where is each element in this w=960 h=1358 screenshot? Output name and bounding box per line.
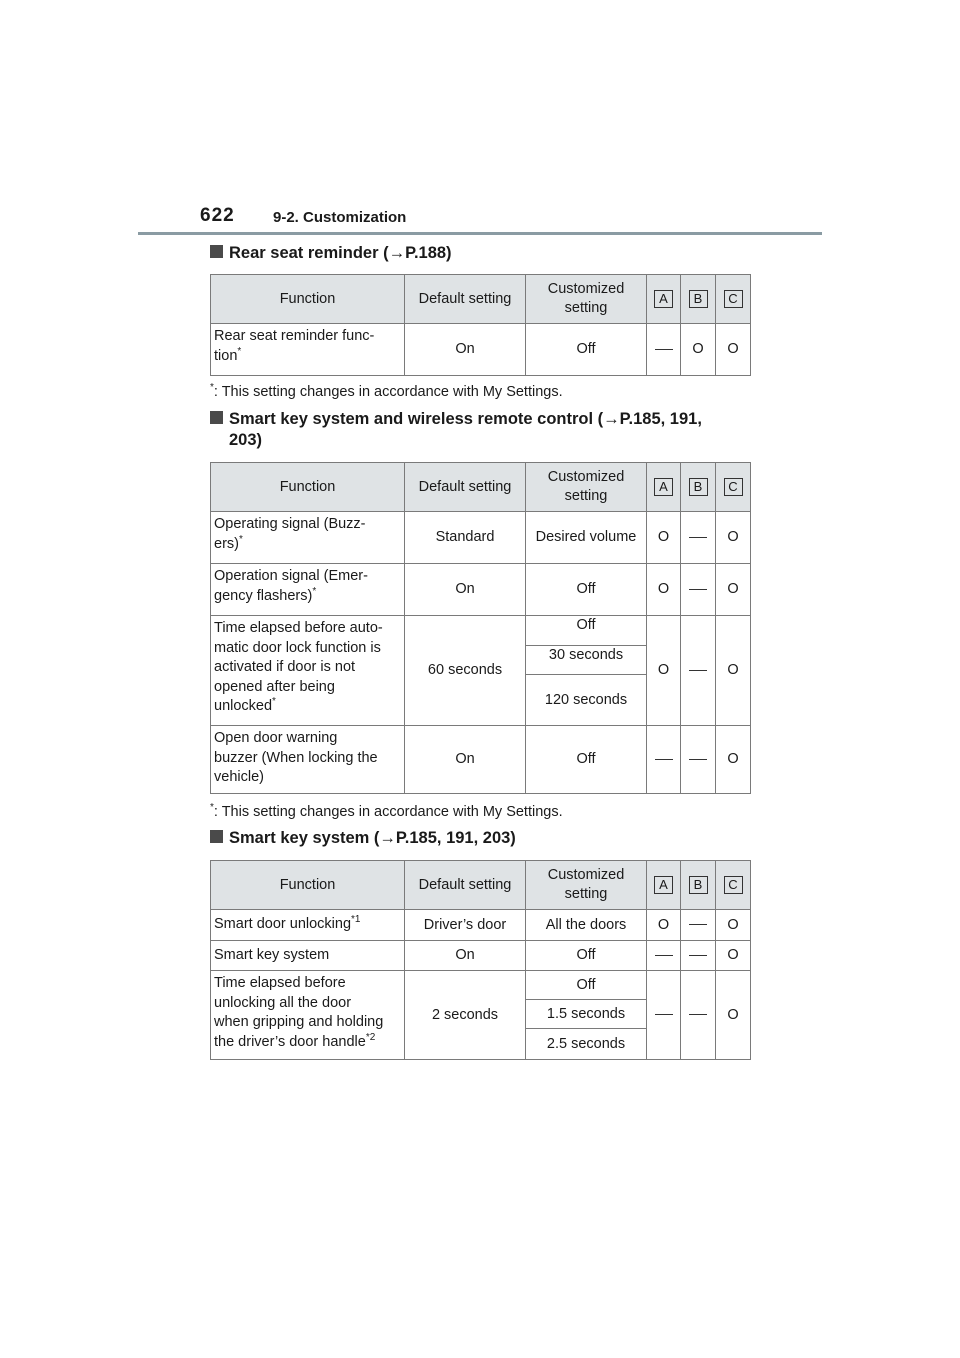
b-cell: O xyxy=(681,324,716,376)
default-cell: On xyxy=(405,564,526,616)
table-row xyxy=(211,616,751,646)
col-default: Default setting xyxy=(405,275,526,324)
col-a xyxy=(647,463,681,512)
function-cell xyxy=(211,512,405,564)
dash-mark xyxy=(655,759,673,760)
function-text: tion xyxy=(214,347,238,364)
custom-cell: Off xyxy=(526,971,647,1000)
a-cell: O xyxy=(647,910,681,941)
col-a-label: A xyxy=(654,290,673,308)
function-text: activated if door is not xyxy=(214,659,356,675)
b-cell xyxy=(681,941,716,971)
default-cell: Driver’s door xyxy=(405,910,526,941)
col-b-label: B xyxy=(689,290,708,308)
a-cell xyxy=(647,726,681,794)
a-cell xyxy=(647,971,681,1060)
section-heading-rear-seat xyxy=(210,243,452,264)
table-row xyxy=(211,941,751,971)
custom-cell: Off xyxy=(526,324,647,376)
default-cell: On xyxy=(405,324,526,376)
function-cell xyxy=(211,941,405,971)
footnote xyxy=(210,802,563,820)
col-c xyxy=(716,861,751,910)
custom-cell: All the doors xyxy=(526,910,647,941)
col-default: Default setting xyxy=(405,861,526,910)
table-row xyxy=(211,512,751,564)
c-cell: O xyxy=(716,726,751,794)
dash-mark xyxy=(689,589,707,590)
function-cell xyxy=(211,564,405,616)
custom-cell: 1.5 seconds xyxy=(526,1000,647,1029)
col-custom: Customized setting xyxy=(526,463,647,512)
footnote-text: : This setting changes in accordance with My Settings. xyxy=(213,383,563,400)
custom-cell: Off xyxy=(526,564,647,616)
footnote-mark: * xyxy=(238,533,243,545)
footnote-mark: * xyxy=(210,382,214,393)
table-row xyxy=(211,564,751,616)
table-row xyxy=(211,726,751,794)
square-bullet-icon xyxy=(210,830,223,843)
footnote-mark: * xyxy=(272,696,276,708)
function-text: when gripping and holding xyxy=(214,1014,384,1030)
function-text: unlocking all the door xyxy=(214,994,352,1011)
default-cell: On xyxy=(405,726,526,794)
col-default: Default setting xyxy=(405,463,526,512)
col-c xyxy=(716,463,751,512)
custom-cell: 2.5 seconds xyxy=(526,1029,647,1060)
function-text: Smart key system xyxy=(214,946,330,963)
table-row xyxy=(211,910,751,941)
table-smart-key-remote xyxy=(210,462,751,794)
c-cell: O xyxy=(716,564,751,616)
function-text: opened after being xyxy=(214,678,335,695)
col-function: Function xyxy=(211,861,405,910)
c-cell: O xyxy=(716,941,751,971)
b-cell xyxy=(681,910,716,941)
footnote xyxy=(210,382,563,400)
function-text: Rear seat reminder func- xyxy=(214,328,375,344)
function-cell xyxy=(211,726,405,794)
a-cell xyxy=(647,941,681,971)
c-cell: O xyxy=(716,971,751,1060)
dash-mark xyxy=(689,924,707,925)
function-text: gency flashers) xyxy=(214,587,313,604)
dash-mark xyxy=(655,349,673,350)
custom-cell: 120 seconds xyxy=(526,675,647,726)
c-cell: O xyxy=(716,512,751,564)
c-cell: O xyxy=(716,616,751,726)
col-custom: Customized setting xyxy=(526,861,647,910)
c-cell: O xyxy=(716,910,751,941)
default-cell: On xyxy=(405,941,526,971)
function-text: buzzer (When locking the xyxy=(214,749,378,766)
col-b-label: B xyxy=(689,478,708,496)
custom-cell: Off xyxy=(526,616,647,646)
table-smart-key xyxy=(210,860,751,1060)
square-bullet-icon xyxy=(210,411,223,424)
custom-cell: Off xyxy=(526,726,647,794)
col-c xyxy=(716,275,751,324)
heading-text: Smart key system (→P.185, 191, 203) xyxy=(229,829,516,847)
col-a-label: A xyxy=(654,876,673,894)
col-b xyxy=(681,463,716,512)
footnote-mark: *1 xyxy=(351,914,361,926)
header-rule xyxy=(138,232,822,235)
section-heading-smart-key xyxy=(210,828,516,849)
function-text: vehicle) xyxy=(214,769,264,785)
custom-cell: 30 seconds xyxy=(526,646,647,675)
col-function: Function xyxy=(211,463,405,512)
col-a-label: A xyxy=(654,478,673,496)
function-cell xyxy=(211,616,405,726)
function-text: Time elapsed before xyxy=(214,975,346,991)
function-text: Smart door unlocking xyxy=(214,916,352,933)
dash-mark xyxy=(689,955,707,956)
dash-mark xyxy=(689,537,707,538)
b-cell xyxy=(681,564,716,616)
a-cell: O xyxy=(647,512,681,564)
col-c-label: C xyxy=(724,876,743,894)
a-cell: O xyxy=(647,564,681,616)
col-function: Function xyxy=(211,275,405,324)
a-cell xyxy=(647,324,681,376)
function-text: matic door lock function is xyxy=(214,639,381,656)
custom-cell: Off xyxy=(526,941,647,971)
function-cell xyxy=(211,324,405,376)
default-cell: 60 seconds xyxy=(405,616,526,726)
function-text: the driver’s door handle xyxy=(214,1033,366,1050)
col-b-label: B xyxy=(689,876,708,894)
function-text: Open door warning xyxy=(214,730,338,746)
footnote-mark: * xyxy=(237,345,242,357)
heading-text: Smart key system and wireless remote control (→P.185, 191, xyxy=(229,410,702,428)
footnote-mark: * xyxy=(312,585,317,597)
function-text: Operating signal (Buzz- xyxy=(214,516,366,532)
function-cell xyxy=(211,910,405,941)
table-rear-seat xyxy=(210,274,751,376)
col-a xyxy=(647,861,681,910)
dash-mark xyxy=(689,670,707,671)
footnote-mark: * xyxy=(210,802,214,813)
page-number: 622 xyxy=(200,205,235,226)
function-text: ers) xyxy=(214,535,239,552)
col-a xyxy=(647,275,681,324)
col-c-label: C xyxy=(724,290,743,308)
default-cell: 2 seconds xyxy=(405,971,526,1060)
dash-mark xyxy=(655,955,673,956)
table-row xyxy=(211,324,751,376)
heading-text: 203) xyxy=(229,431,263,449)
b-cell xyxy=(681,512,716,564)
default-cell: Standard xyxy=(405,512,526,564)
page-header xyxy=(200,205,822,233)
custom-cell: Desired volume xyxy=(526,512,647,564)
dash-mark xyxy=(689,1014,707,1015)
c-cell: O xyxy=(716,324,751,376)
footnote-mark: *2 xyxy=(365,1031,376,1043)
heading-text: Rear seat reminder (→P.188) xyxy=(229,244,452,262)
square-bullet-icon xyxy=(210,245,223,258)
b-cell xyxy=(681,726,716,794)
function-text: Time elapsed before auto- xyxy=(214,620,383,636)
col-b xyxy=(681,275,716,324)
b-cell xyxy=(681,616,716,726)
section-heading-smart-key-remote xyxy=(210,409,702,451)
col-c-label: C xyxy=(724,478,743,496)
col-b xyxy=(681,861,716,910)
dash-mark xyxy=(689,759,707,760)
function-text: Operation signal (Emer- xyxy=(214,568,368,584)
function-cell xyxy=(211,971,405,1060)
footnote-text: : This setting changes in accordance with My Settings. xyxy=(213,803,563,820)
b-cell xyxy=(681,971,716,1060)
a-cell: O xyxy=(647,616,681,726)
col-custom: Customized setting xyxy=(526,275,647,324)
dash-mark xyxy=(655,1014,673,1015)
table-row xyxy=(211,971,751,1000)
function-text: unlocked xyxy=(214,698,273,714)
section-title: 9-2. Customization xyxy=(273,209,407,226)
